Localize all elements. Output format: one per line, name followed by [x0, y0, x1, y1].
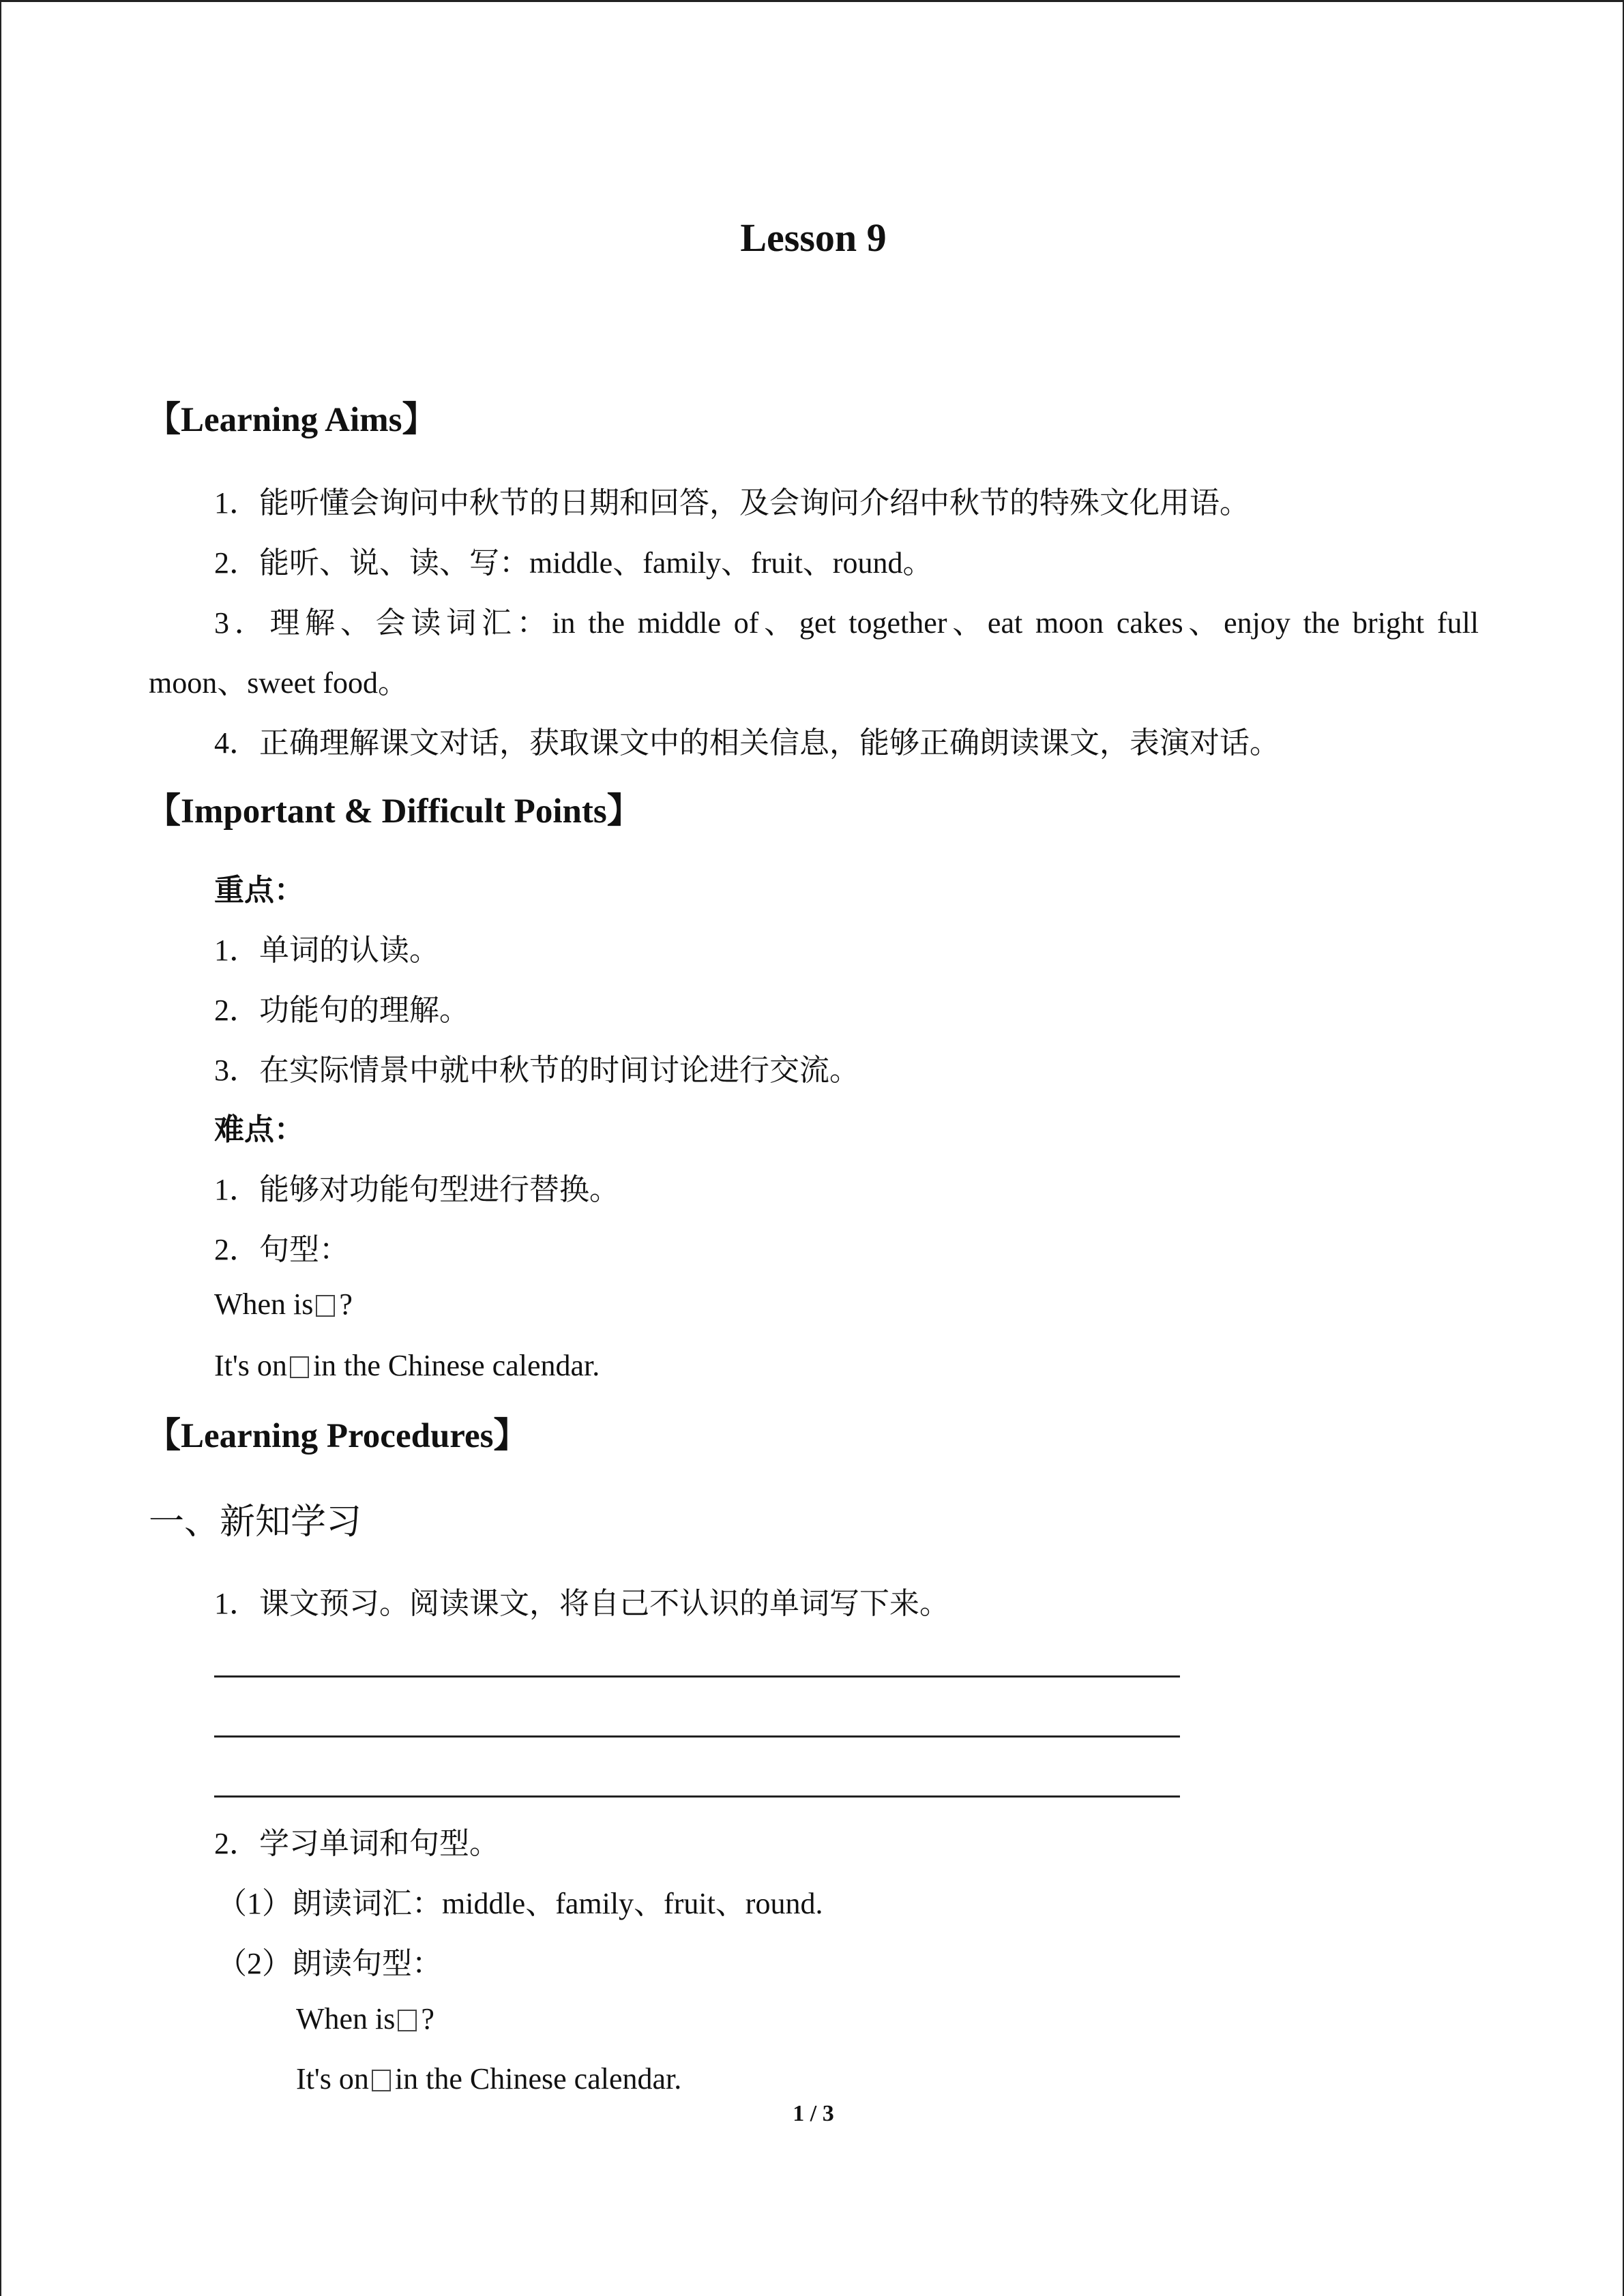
key-point-1: 1．单词的认读。	[214, 934, 439, 967]
procedure-pattern-its-on-end: in the Chinese calendar.	[394, 2062, 682, 2096]
difficult-point-1: 1．能够对功能句型进行替换。	[214, 1173, 619, 1206]
procedure-pattern-its-on	[296, 2061, 681, 2096]
procedure-pattern-its-on-text: It's on	[296, 2062, 369, 2096]
procedure-pattern-when-is	[296, 2001, 434, 2036]
key-point-2: 2．功能句的理解。	[214, 994, 469, 1027]
pattern-its-on-text: It's on	[214, 1349, 287, 1382]
pattern-its-on	[214, 1348, 600, 1383]
points-heading: 【Important & Difficult Points】	[146, 792, 642, 831]
pattern-its-on-end: in the Chinese calendar.	[312, 1349, 600, 1382]
task-1: 1．课文预习。阅读课文，将自己不认识的单词写下来。	[214, 1587, 949, 1620]
difficult-point-2: 2．句型：	[214, 1233, 349, 1266]
key-point-3: 3．在实际情景中就中秋节的时间讨论进行交流。	[214, 1054, 859, 1087]
pattern-when-is-end: ?	[339, 1287, 353, 1321]
answer-line-1[interactable]	[214, 1675, 1180, 1678]
difficult-points-label: 难点：	[214, 1113, 304, 1146]
answer-line-3[interactable]	[214, 1795, 1180, 1798]
learning-aims-heading: 【Learning Aims】	[146, 401, 437, 439]
procedures-heading: 【Learning Procedures】	[146, 1417, 529, 1455]
aim-item-3: 3．理解、会读词汇：in the middle of、get together、eat moon cakes、enjoy the bright full	[214, 606, 1479, 640]
blank-box	[372, 2070, 391, 2091]
blank-box	[316, 1295, 335, 1317]
task-2: 2．学习单词和句型。	[214, 1827, 499, 1860]
aim-item-1: 1．能听懂会询问中秋节的日期和回答，及会询问介绍中秋节的特殊文化用语。	[214, 486, 1250, 520]
answer-line-2[interactable]	[214, 1735, 1180, 1738]
subtask-2: （2）朗读句型：	[217, 1947, 442, 1980]
key-points-label: 重点：	[214, 874, 304, 907]
section-new-knowledge: 一、新知学习	[149, 1503, 362, 1542]
blank-box	[398, 2010, 417, 2031]
page-number: 1 / 3	[793, 2101, 834, 2126]
aim-item-3-continued: moon、sweet food。	[149, 666, 409, 700]
aim-item-2: 2．能听、说、读、写：middle、family、fruit、round。	[214, 546, 933, 580]
pattern-when-is-text: When is	[214, 1287, 314, 1321]
blank-box	[290, 1356, 309, 1378]
procedure-pattern-when-is-end: ?	[421, 2002, 434, 2036]
procedure-pattern-when-is-text: When is	[296, 2002, 396, 2036]
aim-item-4: 4．正确理解课文对话，获取课文中的相关信息，能够正确朗读课文，表演对话。	[214, 726, 1280, 760]
pattern-when-is	[214, 1287, 353, 1322]
subtask-1: （1）朗读词汇：middle、family、fruit、round.	[217, 1887, 823, 1920]
page-title: Lesson 9	[740, 215, 887, 260]
